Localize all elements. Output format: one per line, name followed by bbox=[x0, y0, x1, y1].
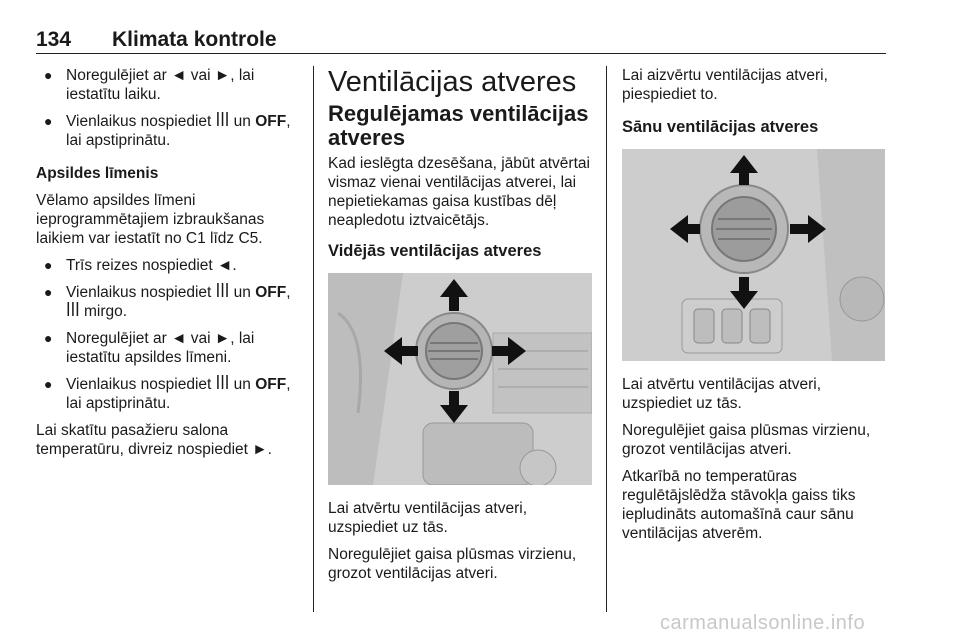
paragraph: Lai atvērtu ventilācijas atveri, uzspiediet uz tās. bbox=[622, 376, 822, 412]
heater-icon: ꟾꟾꟾ bbox=[215, 113, 230, 130]
column-1 bbox=[36, 66, 300, 467]
section-heading: Ventilācijas atveres bbox=[328, 66, 577, 98]
page-number: 134 bbox=[36, 28, 72, 51]
chapter-title: Klimata kontrole bbox=[112, 28, 277, 51]
list-item: ● Vienlaikus nospiediet ꟾꟾꟾ un OFF, ꟾꟾꟾ mirgo. bbox=[44, 284, 291, 320]
paragraph: Lai aizvērtu ventilācijas atveri, piespiediet to. bbox=[622, 67, 828, 103]
paragraph: Atkarībā no temperatūras regulētājslēdža stāvokļa gaiss tiks iepludināts automašīnā caur sānu ventilācijas atverēm. bbox=[622, 468, 856, 542]
header-rule bbox=[36, 53, 886, 54]
paragraph: Noregulējiet gaisa plūsmas virzienu, grozot ventilācijas atveri. bbox=[328, 546, 577, 582]
page-header bbox=[36, 28, 886, 54]
paragraph: Lai skatītu pasažieru salona temperatūru, divreiz nospiediet ►. bbox=[36, 422, 272, 458]
left-arrow-icon: ◄ bbox=[217, 257, 233, 274]
off-label: OFF bbox=[255, 284, 287, 301]
left-arrow-icon: ◄ bbox=[171, 67, 187, 84]
column-divider-1 bbox=[313, 66, 314, 612]
center-vent-figure bbox=[328, 273, 592, 485]
right-arrow-icon: ► bbox=[214, 330, 231, 347]
column-divider-2 bbox=[606, 66, 607, 612]
column-2 bbox=[328, 66, 594, 591]
paragraph: Kad ieslēgta dzesēšana, jābūt atvērtai vismaz vienai ventilācijas atverei, lai nepietiekamas gaisa kustības dēļ neapledotu iztvaicētājs. bbox=[328, 155, 590, 229]
off-label: OFF bbox=[255, 376, 287, 393]
heater-icon: ꟾꟾꟾ bbox=[215, 376, 230, 393]
list-item: ● Noregulējiet ar ◄ vai ►, lai iestatītu laiku. bbox=[44, 67, 255, 103]
section-title: Apsildes līmenis bbox=[36, 165, 159, 182]
left-arrow-icon: ◄ bbox=[171, 330, 187, 347]
paragraph: Noregulējiet gaisa plūsmas virzienu, grozot ventilācijas atveri. bbox=[622, 422, 871, 458]
right-arrow-icon: ► bbox=[214, 67, 231, 84]
column-3 bbox=[622, 66, 888, 551]
paragraph: Lai atvērtu ventilācijas atveri, uzspiediet uz tās. bbox=[328, 500, 528, 536]
list-item: ● Noregulējiet ar ◄ vai ►, lai iestatītu apsildes līmeni. bbox=[44, 330, 255, 366]
section-title: Sānu ventilācijas atveres bbox=[622, 118, 819, 136]
subsection-heading: Regulējamas ventilācijas atveres bbox=[328, 101, 589, 150]
paragraph: Vēlamo apsildes līmeni ieprogrammētajiem izbraukšanas laikiem var iestatīt no C1 līdz C5. bbox=[36, 192, 265, 247]
heater-icon: ꟾꟾꟾ bbox=[215, 284, 230, 301]
watermark: carmanualsonline.info bbox=[660, 612, 866, 634]
right-arrow-icon: ► bbox=[252, 441, 268, 458]
list-item: ● Vienlaikus nospiediet ꟾꟾꟾ un OFF, lai apstiprinātu. bbox=[44, 376, 291, 412]
list-item: ● Vienlaikus nospiediet ꟾꟾꟾ un OFF, lai apstiprinātu. bbox=[44, 113, 291, 149]
off-label: OFF bbox=[255, 113, 287, 130]
heater-icon: ꟾꟾꟾ bbox=[66, 303, 80, 320]
section-title: Vidējās ventilācijas atveres bbox=[328, 242, 542, 260]
list-item: ● Trīs reizes nospiediet ◄. bbox=[44, 257, 237, 274]
side-vent-figure bbox=[622, 149, 885, 361]
